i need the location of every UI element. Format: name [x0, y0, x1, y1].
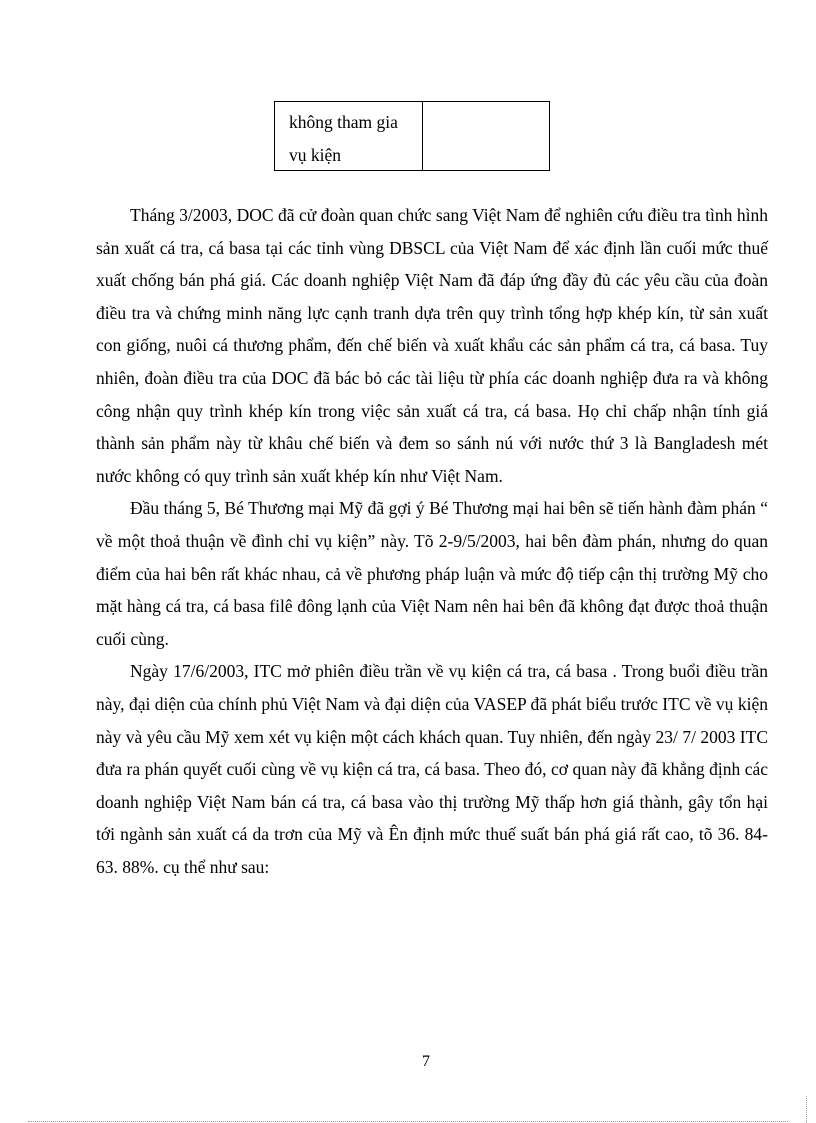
page-boundary-line [28, 1121, 788, 1122]
page-boundary-edge [806, 1096, 808, 1123]
table-cell-empty [423, 102, 549, 170]
paragraph-doc-investigation: Tháng 3/2003, DOC đã cử đoàn quan chức sang Việt Nam để nghiên cứu điều tra tình hình sản xuất cá tra, cá basa tại các tỉnh vùng DBSCL của Việt Nam để xác định lần cuối mức thuế xuất chống bán phá giá. Các doanh nghiệp Việt Nam đã đáp ứng đầy đủ các yêu cầu của đoàn điều tra và chứng minh năng lực cạnh tranh dựa trên quy trình tổng hợp khép kín, từ sản xuất con giống, nuôi cá thương phẩm, đến chế biến và xuất khẩu các sản phẩm cá tra, cá basa. Tuy nhiên, đoàn điều tra của DOC đã bác bỏ các tài liệu từ phía các doanh nghiệp đưa ra và không công nhận quy trình khép kín trong việc sản xuất cá tra, cá basa. Họ chỉ chấp nhận tính giá thành sản phẩm này từ khâu chế biến và đem so sánh nú với nước thứ 3 là Bangladesh mét nước không có quy trình sản xuất khép kín như Việt Nam. [96, 205, 768, 486]
table-cell-participation-status [275, 102, 423, 170]
paragraph-itc-ruling: Ngày 17/6/2003, ITC mở phiên điều trần về vụ kiện cá tra, cá basa . Trong buổi điều trần này, đại diện của chính phủ Việt Nam và đại diện của VASEP đã phát biểu trước ITC về vụ kiện này và yêu cầu Mỹ xem xét vụ kiện một cách khách quan. Tuy nhiên, đến ngày 23/ 7/ 2003 ITC đưa ra phán quyết cuối cùng về vụ kiện cá tra, cá basa. Theo đó, cơ quan này đã khẳng định các doanh nghiệp Việt Nam bán cá tra, cá basa vào thị trường Mỹ thấp hơn giá thành, gây tổn hại tới ngành sản xuất cá da trơn của Mỹ và Ên định mức thuế suất bán phá giá rất cao, tõ 36. 84-63. 88%. cụ thể như sau: [96, 661, 768, 877]
table-cell-line: vụ kiện [289, 145, 342, 165]
table-fragment [274, 101, 550, 171]
body-text [96, 199, 768, 883]
page-number: 7 [422, 1053, 430, 1070]
paragraph-suspension-negotiation: Đầu tháng 5, Bé Thương mại Mỹ đã gợi ý Bé Thương mại hai bên sẽ tiến hành đàm phán “ về một thoả thuận về đình chỉ vụ kiện” này. Tõ 2-9/5/2003, hai bên đàm phán, nhưng do quan điểm của hai bên rất khác nhau, cả về phương pháp luận và mức độ tiếp cận thị trường Mỹ cho mặt hàng cá tra, cá basa filê đông lạnh của Việt Nam nên hai bên đã không đạt được thoả thuận cuối cùng. [96, 498, 768, 649]
table-cell-line: không tham gia [289, 112, 398, 132]
